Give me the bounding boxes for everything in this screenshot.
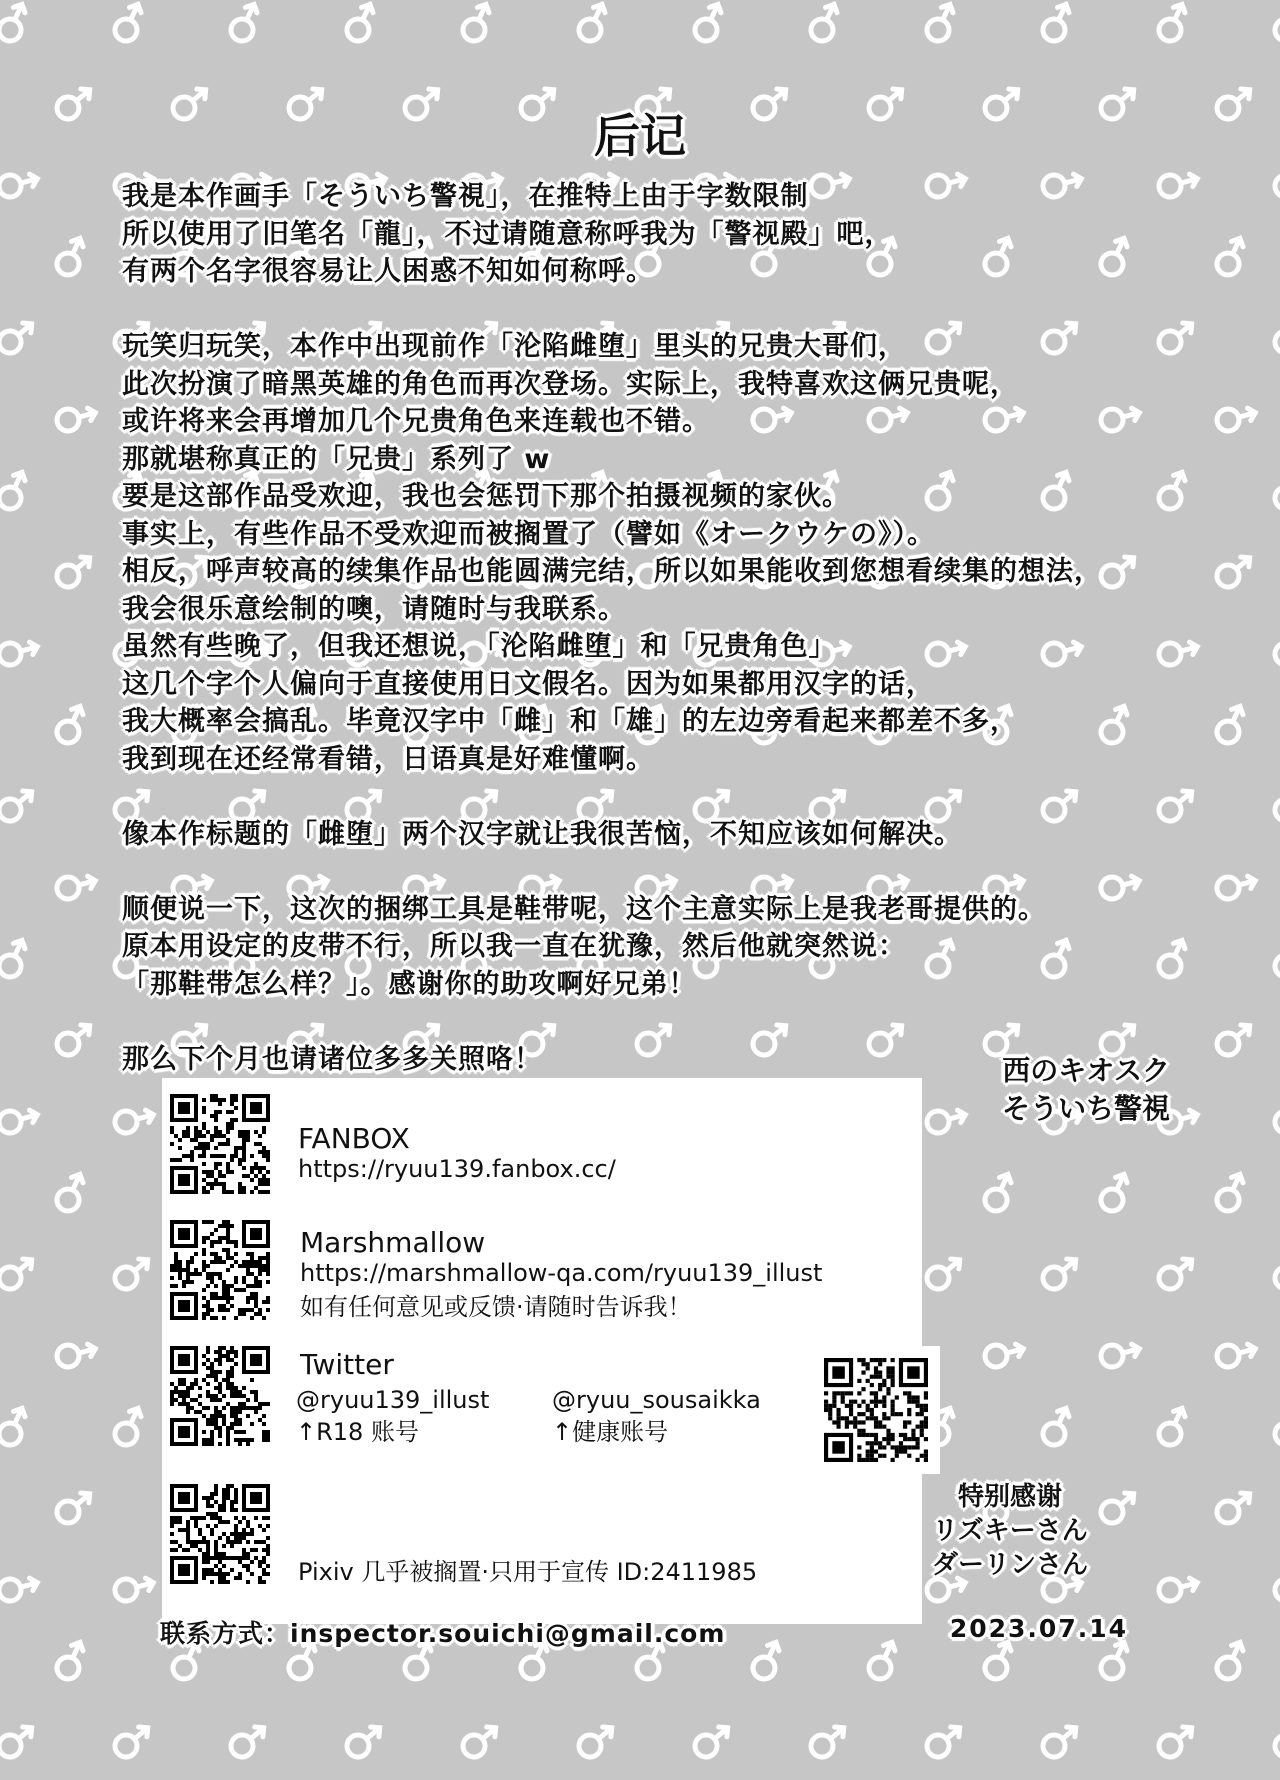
paragraph-2 <box>122 328 1232 778</box>
male-symbol-icon <box>0 472 33 512</box>
fanbox-link[interactable]: https://ryuu139.fanbox.cc/ <box>298 1155 616 1183</box>
text-line: 顺便说一下，这次的捆绑工具是鞋带呢，这个主意实际上是我老哥提供的。 <box>122 893 1046 925</box>
male-symbol-icon <box>979 1174 1019 1214</box>
male-symbol-icon <box>53 397 95 439</box>
male-symbol-icon <box>1213 1333 1255 1375</box>
male-symbol-icon <box>51 238 91 278</box>
text-line: 原本用设定的皮带不行，所以我一直在犹豫，然后他就突然说： <box>122 931 906 962</box>
male-symbol-icon <box>1095 1642 1135 1682</box>
male-symbol-icon <box>0 1567 37 1609</box>
male-symbol-icon <box>810 1725 844 1759</box>
male-symbol-icon <box>1269 472 1280 512</box>
text-line: 要是这部作品受欢迎，我也会惩罚下那个拍摄视频的家伙。 <box>122 481 850 512</box>
male-symbol-icon <box>1097 1333 1139 1375</box>
male-symbol-icon <box>926 1257 960 1291</box>
thanks-heading: 特别感谢 <box>957 1482 1062 1512</box>
male-symbol-icon <box>1216 1491 1250 1525</box>
male-symbol-icon <box>578 1725 612 1759</box>
text-line: 虽然有些晚了，但我还想说，「沦陷雌堕」和「兄贵角色」 <box>122 631 837 662</box>
paragraph-4 <box>122 891 1232 1004</box>
text-line: 此次扮演了暗黑英雄的角色而再次登场。实际上，我特喜欢这俩兄贵呢， <box>122 368 1018 400</box>
male-symbol-icon <box>0 1099 37 1141</box>
text-line: 像本作标题的「雌堕」两个汉字就让我很苦恼，不知应该如何解决。 <box>122 818 962 850</box>
male-symbol-icon <box>926 1725 960 1759</box>
twitter-handle[interactable]: @ryuu139_illust <box>296 1386 490 1414</box>
pixiv-qr-code[interactable] <box>170 1484 270 1584</box>
male-symbol-icon <box>0 631 37 673</box>
male-symbol-icon <box>979 1642 1019 1682</box>
contact-email: 联系方式：inspector.souichi@gmail.com <box>160 1619 726 1648</box>
text-line: 我到现在还经常看错，日语真是好难懂啊。 <box>122 743 654 775</box>
male-symbol-icon <box>225 4 265 44</box>
twitter-account-general <box>552 1384 761 1448</box>
text-line: 有两个名字很容易让人困惑不知如何称呼。 <box>122 256 654 287</box>
male-symbol-icon <box>56 1023 90 1057</box>
page-title: 后记 <box>594 109 686 163</box>
male-symbol-icon <box>1271 1099 1280 1141</box>
fanbox-info <box>298 1122 616 1183</box>
pixiv-info <box>298 1552 757 1587</box>
male-symbol-icon <box>0 1408 33 1448</box>
text-line: 那么下个月也请诸位多多关照咯！ <box>122 1043 542 1075</box>
twitter-account-label: ↑R18 账号 <box>296 1418 419 1446</box>
male-symbol-icon <box>0 163 37 205</box>
twitter-handle[interactable]: @ryuu_sousaikka <box>552 1386 761 1414</box>
male-symbol-icon <box>1158 1257 1192 1291</box>
twitter-info <box>300 1348 394 1381</box>
male-symbol-icon <box>114 1725 148 1759</box>
male-symbol-icon <box>1271 163 1280 205</box>
male-symbol-icon <box>0 321 32 355</box>
signature <box>1002 1052 1170 1128</box>
marshmallow-qr-code[interactable] <box>170 1220 270 1320</box>
male-symbol-icon <box>805 4 845 44</box>
male-symbol-icon <box>51 706 91 746</box>
male-symbol-icon <box>1269 940 1280 980</box>
male-symbol-icon <box>921 4 961 44</box>
male-symbol-icon <box>457 4 497 44</box>
male-symbol-icon <box>747 1642 787 1682</box>
twitter-qr-code-2[interactable] <box>812 1346 940 1474</box>
paragraph-3 <box>122 816 1232 854</box>
thanks-name: ダーリンさん <box>931 1550 1088 1580</box>
text-line: 这几个字个人偏向于直接使用日文假名。因为如果都用汉字的话， <box>122 668 934 700</box>
male-symbol-icon <box>694 1725 728 1759</box>
male-symbol-icon <box>1274 1725 1280 1759</box>
male-symbol-icon <box>1155 1567 1197 1609</box>
male-symbol-icon <box>1042 1257 1076 1291</box>
twitter-label: Twitter <box>300 1348 394 1381</box>
text-line: 我大概率会搞乱。毕竟汉字中「雌」和「雄」的左边旁看起来都差不多， <box>122 706 1018 737</box>
male-symbol-icon <box>1274 321 1280 355</box>
male-symbol-icon <box>1037 4 1077 44</box>
male-symbol-icon <box>1095 1174 1135 1214</box>
male-symbol-icon <box>1153 4 1193 44</box>
male-symbol-icon <box>1158 1725 1192 1759</box>
male-symbol-icon <box>1211 1642 1251 1682</box>
male-symbol-icon <box>341 4 381 44</box>
male-symbol-icon <box>1274 789 1280 823</box>
male-symbol-icon <box>51 1174 91 1214</box>
marshmallow-note: 如有任何意见或反馈·请随时告诉我！ <box>300 1293 692 1321</box>
male-symbol-icon <box>0 940 33 980</box>
special-thanks <box>910 1480 1110 1582</box>
text-line: 我是本作画手「そういち警視」，在推特上由于字数限制 <box>122 181 809 212</box>
male-symbol-icon <box>0 789 32 823</box>
date: 2023.07.14 <box>949 1614 1128 1643</box>
male-symbol-icon <box>109 4 149 44</box>
male-symbol-icon <box>114 1257 148 1291</box>
male-symbol-icon <box>1037 1408 1077 1448</box>
fanbox-label: FANBOX <box>298 1122 410 1155</box>
male-symbol-icon <box>1271 631 1280 673</box>
male-symbol-icon <box>51 1642 91 1682</box>
pixiv-text: Pixiv 几乎被搁置·只用于宣传 ID:2411985 <box>298 1558 758 1586</box>
text-line: 那就堪称真正的「兄贵」系列了 w <box>122 443 551 475</box>
male-symbol-icon <box>0 1725 32 1759</box>
male-symbol-icon <box>1211 1174 1251 1214</box>
male-symbol-icon <box>0 1257 32 1291</box>
marshmallow-link[interactable]: https://marshmallow-qa.com/ryuu139_illust <box>300 1259 823 1287</box>
male-symbol-icon <box>230 1725 264 1759</box>
male-symbol-icon <box>346 1725 380 1759</box>
text-line: 所以使用了旧笔名「龍」，不过请随意称呼我为「警视殿」吧， <box>122 218 893 250</box>
male-symbol-icon <box>56 555 90 589</box>
male-symbol-icon <box>689 4 729 44</box>
male-symbol-icon <box>1274 1257 1280 1291</box>
male-symbol-icon <box>53 865 95 907</box>
thanks-name: リズキーさん <box>932 1516 1088 1546</box>
text-line: 或许将来会再增加几个兄贵角色来连载也不错。 <box>122 406 710 437</box>
male-symbol-icon <box>981 1333 1023 1375</box>
paragraph-1 <box>122 178 1232 291</box>
twitter-qr-code[interactable] <box>170 1346 270 1446</box>
author-name: そういち警視 <box>1001 1092 1170 1125</box>
twitter-account-r18 <box>296 1384 489 1448</box>
male-symbol-icon <box>111 1567 153 1609</box>
afterword-body <box>122 178 1232 1116</box>
fanbox-qr-code[interactable] <box>170 1094 270 1194</box>
text-line: 「那鞋带怎么样？」。感谢你的助攻啊好兄弟！ <box>122 968 697 1000</box>
male-symbol-icon <box>462 1725 496 1759</box>
male-symbol-icon <box>109 1408 149 1448</box>
male-symbol-icon <box>1271 1567 1280 1609</box>
male-symbol-icon <box>56 1491 90 1525</box>
male-symbol-icon <box>1042 1725 1076 1759</box>
male-symbol-icon <box>863 1642 903 1682</box>
text-line: 玩笑归玩笑，本作中出现前作「沦陷雌堕」里头的兄贵大哥们， <box>122 331 906 362</box>
twitter-account-label: ↑健康账号 <box>552 1418 669 1446</box>
male-symbol-icon <box>573 4 613 44</box>
male-symbol-icon <box>1153 1408 1193 1448</box>
male-symbol-icon <box>0 4 33 44</box>
male-symbol-icon <box>1269 1408 1280 1448</box>
circle-name: 西のキオスク <box>1002 1054 1170 1087</box>
text-line: 我会很乐意绘制的噢，请随时与我联系。 <box>122 593 626 625</box>
text-line: 事实上，有些作品不受欢迎而被搁置了（譬如《オークウケの》）。 <box>122 518 935 550</box>
marshmallow-info <box>300 1226 822 1322</box>
marshmallow-label: Marshmallow <box>300 1226 486 1259</box>
male-symbol-icon <box>1269 4 1280 44</box>
male-symbol-icon <box>53 1333 95 1375</box>
text-line: 相反，呼声较高的续集作品也能圆满完结，所以如果能收到您想看续集的想法， <box>122 556 1102 587</box>
